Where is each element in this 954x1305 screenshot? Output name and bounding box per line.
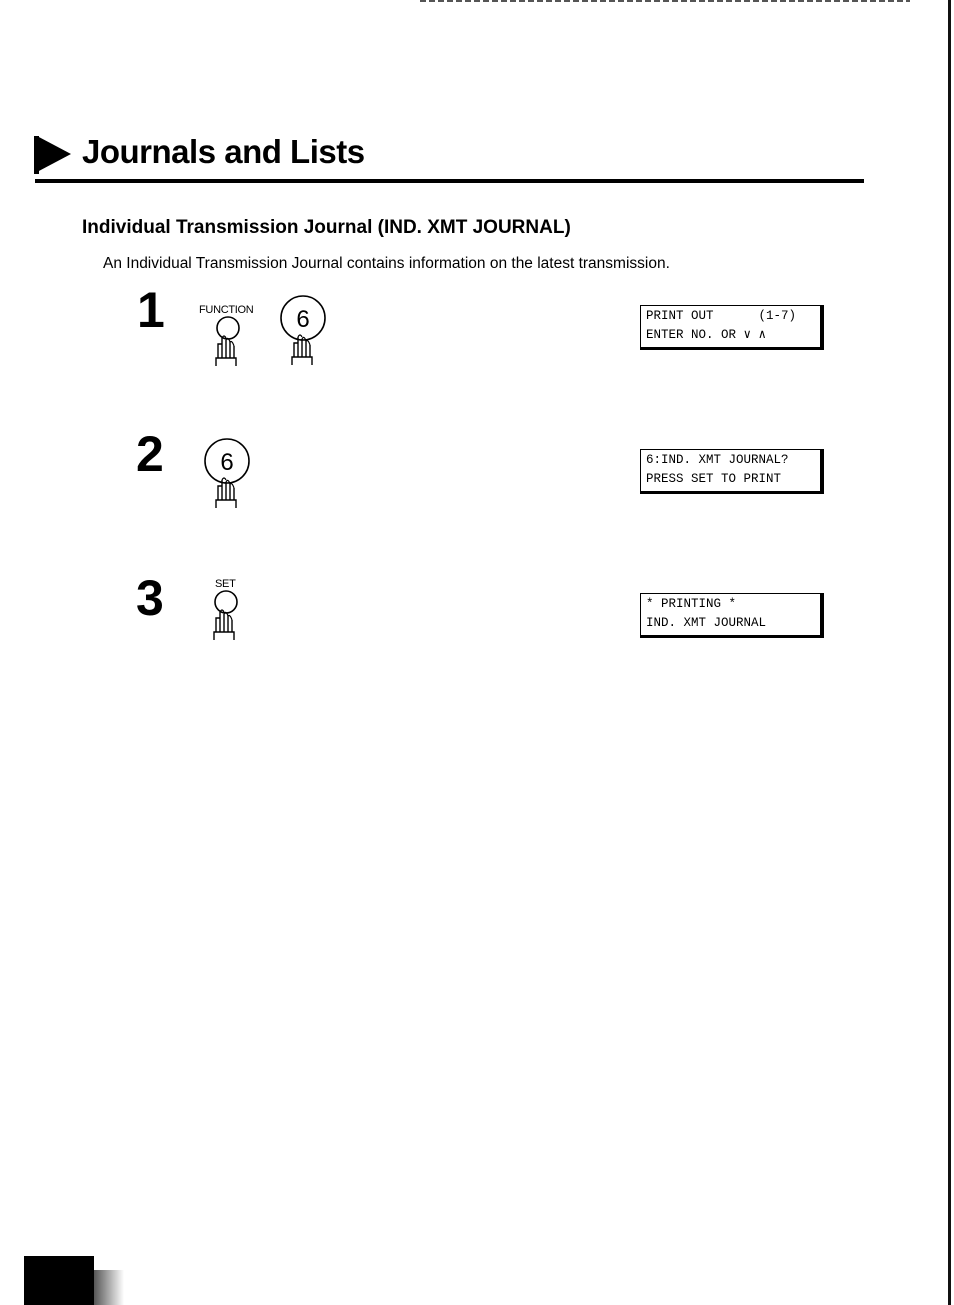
lcd-line-2: IND. XMT JOURNAL (646, 616, 767, 630)
page-title: Journals and Lists (82, 133, 365, 170)
key-digit: 6 (220, 449, 234, 476)
heading-arrow-icon (37, 136, 71, 172)
function-key-label: FUNCTION (199, 304, 254, 316)
page-number-block (24, 1256, 94, 1305)
lcd-line-1: 6:IND. XMT JOURNAL? (646, 453, 789, 467)
section-subtitle: Individual Transmission Journal (IND. XMT JOURNAL) (82, 217, 571, 238)
title-rule (35, 179, 864, 183)
scan-edge-right (948, 0, 951, 1305)
lcd-line-1: * PRINTING * (646, 597, 737, 611)
key-digit: 6 (296, 306, 310, 333)
page-number-fade (94, 1270, 124, 1305)
lcd-display (640, 449, 824, 494)
lcd-line-1: PRINT OUT (1-7) (646, 309, 797, 323)
press-key-icon[interactable] (204, 588, 248, 644)
numeric-key-6-icon[interactable] (278, 293, 330, 369)
press-key-icon[interactable] (206, 314, 250, 370)
step-number: 2 (136, 426, 164, 482)
numeric-key-6-icon[interactable] (202, 436, 254, 512)
scan-edge-top (420, 0, 910, 2)
lcd-display (640, 305, 824, 350)
lcd-line-2: ENTER NO. OR ∨ ∧ (646, 328, 767, 342)
step-number: 1 (137, 282, 165, 338)
lcd-display (640, 593, 824, 638)
lcd-line-2: PRESS SET TO PRINT (646, 472, 782, 486)
intro-text: An Individual Transmission Journal contains information on the latest transmission. (103, 255, 670, 272)
set-key-label: SET (215, 578, 236, 590)
step-number: 3 (136, 570, 164, 626)
